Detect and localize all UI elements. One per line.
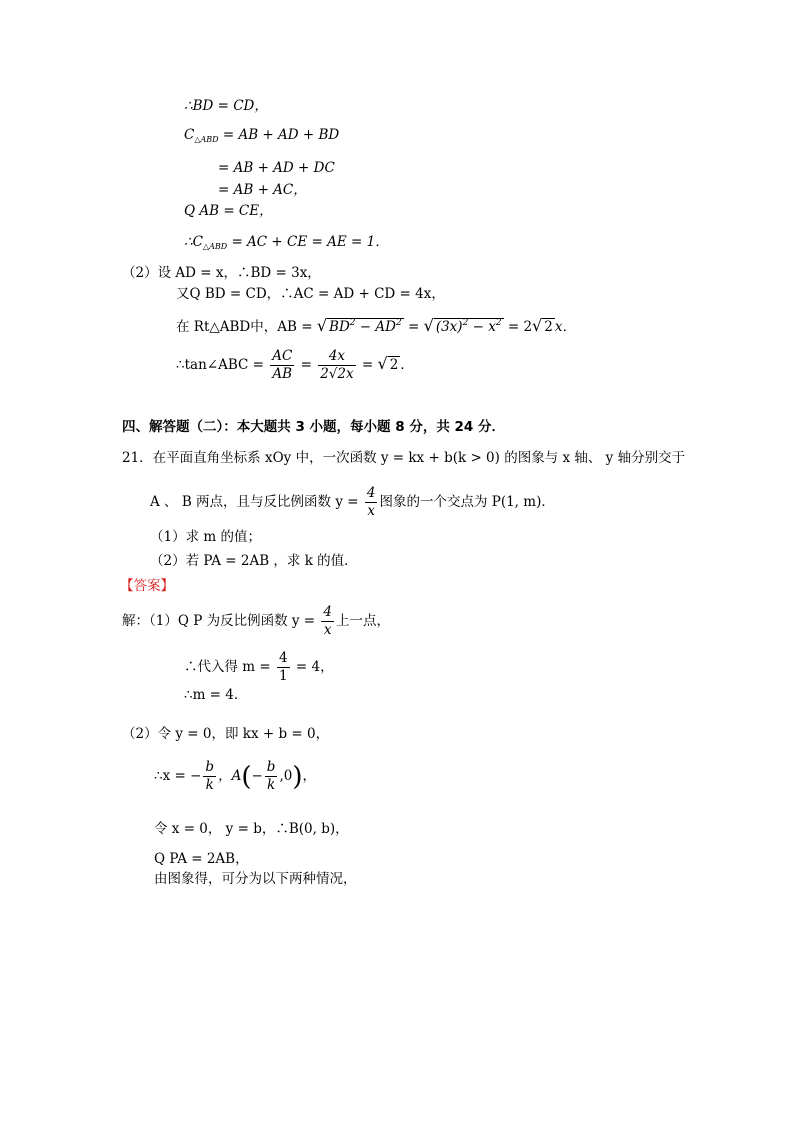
ans-l1-frac: $\frac{4}{x}$ [323,604,332,638]
s2-l3-a: 在 Rt△ABD中，AB = [176,319,317,335]
q21-l2-a: A 、 B 两点，且与反比例函数 y = [150,493,363,510]
ans-line3: ∴m = 4． [184,687,248,703]
s2-l3-m: x． [554,319,576,335]
answer-tag: 【答案】 [120,578,174,594]
s2-l3-k: = 2 [503,319,533,335]
left-paren-icon: ( [241,761,252,792]
ans-l5-c: − [251,767,263,784]
s1-line1: ∴BD = CD， [184,98,268,114]
s2-l4-c: = [357,356,378,373]
ans-l1-b: 上一点， [335,612,390,629]
ans-line1 [122,605,390,638]
s2-l3-sqrt1: $BD^2 - AD^2$ [329,318,402,335]
s2-l4-frac1: $\frac{AC}{AB}$ [272,348,293,382]
s1-l2-sub: △ABD [194,135,219,144]
q21-line2 [150,486,555,519]
section-heading: 四、解答题（二）：本大题共 3 小题，每小题 8 分，共 24 分． [122,419,506,435]
ans-l2-b: = 4， [291,658,334,675]
ans-l5-e: ， [302,767,316,784]
s2-line4 [176,349,414,382]
s1-line6 [184,236,389,251]
s2-l4-eq: = [296,356,317,373]
ans-line2 [184,651,334,684]
q21-l2-b: 图象的一个交点为 P(1, m)． [379,493,555,510]
s1-l6-sub: △ABD [202,242,228,251]
s1-line3: = AB + AD + DC [218,160,335,176]
s1-line2 [184,129,339,144]
s1-line4: = AB + AC， [218,182,307,198]
s1-l2-rest: = AB + AD + BD [218,127,340,143]
ans-l2-a: ∴代入得 m = [184,658,275,675]
s2-l3-sqrt2: $(3x)^2 - x^2$ [435,318,502,335]
sqrt-icon-2: √ [423,316,434,335]
ans-line4: （2）令 y = 0，即 kx + b = 0， [122,726,330,742]
s2-l4-d: 2 [389,356,399,373]
s1-l6-rest: = AC + CE = AE = 1． [227,234,389,250]
ans-l5-frac1: $\frac{b}{k}$ [205,759,215,793]
ans-l1-a: 解：（1）Q P 为反比例函数 y = [122,612,320,629]
ans-line6: 令 x = 0， y = b，∴B(0, b)， [154,821,349,837]
q21-line4: （2）若 PA = 2AB ，求 k 的值． [150,553,358,569]
ans-line8: 由图象得，可分为以下两种情况， [154,871,357,887]
s2-l4-a: ∴tan∠ABC = [176,356,269,373]
sqrt-icon: √ [316,316,328,335]
s2-l4-frac2: $\frac{4x}{2√2x}$ [320,348,354,382]
right-paren-icon: ) [292,761,303,792]
ans-l5-a: ∴x = − [154,767,202,784]
s2-line1: （2）设 AD = x，∴BD = 3x， [122,265,321,281]
s1-line5: Q AB = CE， [184,203,273,219]
ans-l5-frac2: $\frac{b}{k}$ [266,759,276,793]
s2-line2: 又Q BD = CD，∴AC = AD + CD = 4x， [176,286,445,302]
s2-l3-sqrt3: 2 [544,319,553,335]
sqrt-icon-3: √ [532,316,543,335]
s2-l4-e: ． [400,356,414,373]
s2-line3 [176,318,576,335]
s1-l2-label: C [184,127,195,143]
s2-l3-f: = [403,319,424,335]
q21-line3: （1）求 m 的值； [150,529,261,545]
ans-l5-b: ，A [218,767,242,784]
ans-line5 [154,760,316,793]
q21-l2-frac: $\frac{4}{x}$ [366,485,376,519]
ans-l5-d: ,0 [279,767,293,784]
ans-line7: Q PA = 2AB， [154,851,249,867]
ans-l2-frac: $\frac{4}{1}$ [279,650,288,684]
sqrt-icon-4: √ [377,353,388,373]
q21-line1: 21．在平面直角坐标系 xOy 中，一次函数 y = kx + b(k > 0) 的图象与 x 轴、 y 轴分别交于 [122,450,686,466]
s1-l6-a: ∴C [184,234,203,250]
